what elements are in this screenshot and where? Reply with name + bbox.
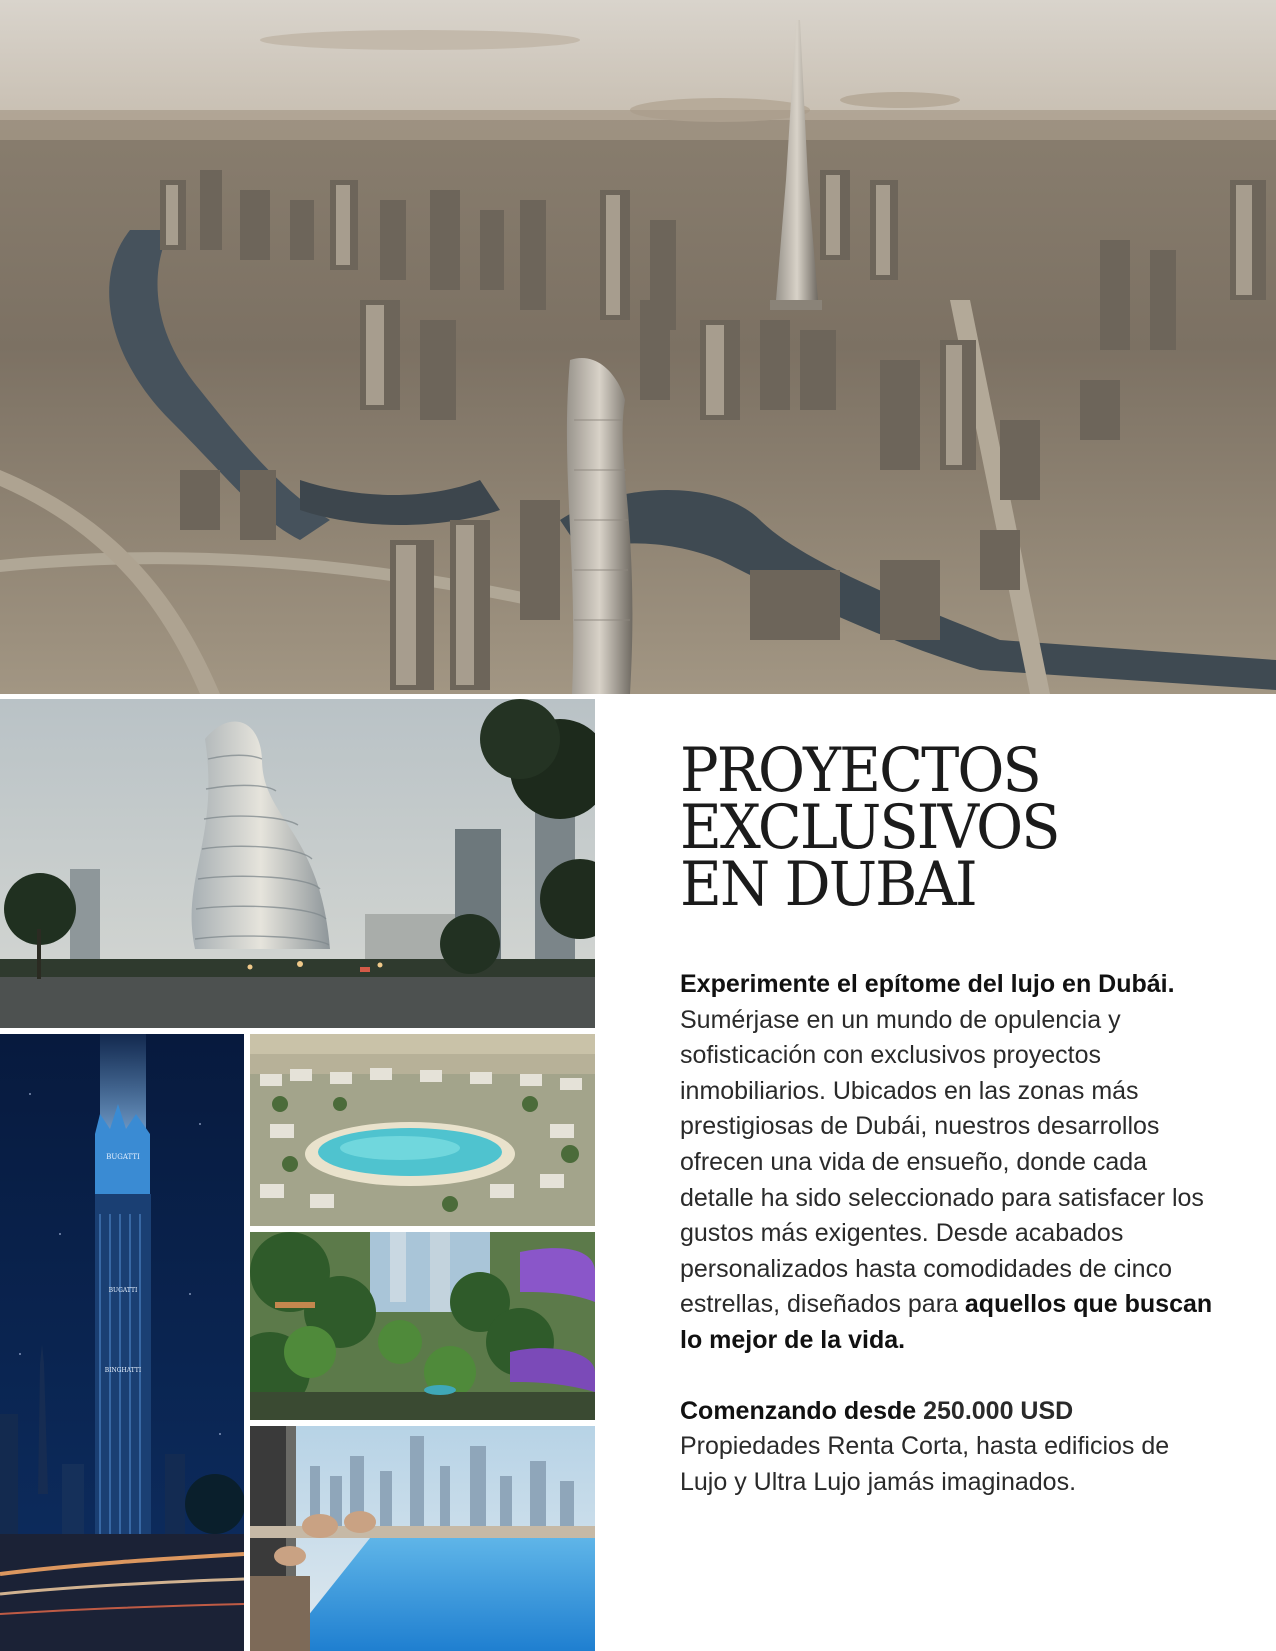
- headline-line-2: EXCLUSIVOS: [680, 792, 1059, 863]
- intro-bold-lead: Experimente el epítome del lujo en Dubái.: [680, 970, 1175, 998]
- hero-aerial-photo: [0, 0, 1276, 694]
- infinity-pool-photo: [250, 1426, 595, 1651]
- tower-crown-sign: BUGATTI: [106, 1153, 140, 1161]
- pricing-detail: Propiedades Renta Corta, hasta edificios de Lujo y Ultra Lujo jamás imaginados.: [680, 1432, 1170, 1496]
- intro-body: Sumérjase en un mundo de opulencia y sofisticación con exclusivos proyectos inmobiliarios. Ubicados en las zonas más prestigiosas de Dubái, nuestros desarrollos ofrecen una vida de ensueño, donde cada detalle ha sido seleccionado para satisfacer los gustos más exigentes. Desde acabados personalizados hasta comodidades de cinco estrellas, diseñados para: [680, 1005, 1204, 1319]
- text-column: [680, 735, 1220, 1500]
- intro-bold-tail: aquellos que buscan lo mejor de la vida.: [680, 1290, 1213, 1354]
- page-headline: [680, 735, 1188, 920]
- headline-line-1: PROYECTOS: [680, 735, 1040, 806]
- night-tower-rendering-photo: [0, 1034, 244, 1651]
- tower-middle-sign: BUGATTI: [108, 1287, 138, 1294]
- pricing-lead: Comenzando desde: [680, 1396, 917, 1425]
- intro-paragraph: [680, 967, 1220, 1359]
- pricing-price: 250.000 USD: [923, 1396, 1074, 1425]
- wavy-tower-rendering-photo: [0, 699, 595, 1028]
- headline-line-3: EN DUBAI: [680, 849, 976, 920]
- tower-lower-sign: BINGHATTI: [104, 1367, 142, 1374]
- pricing-paragraph: [680, 1394, 1220, 1501]
- garden-atrium-photo: [250, 1232, 595, 1420]
- lagoon-community-photo: [250, 1034, 595, 1226]
